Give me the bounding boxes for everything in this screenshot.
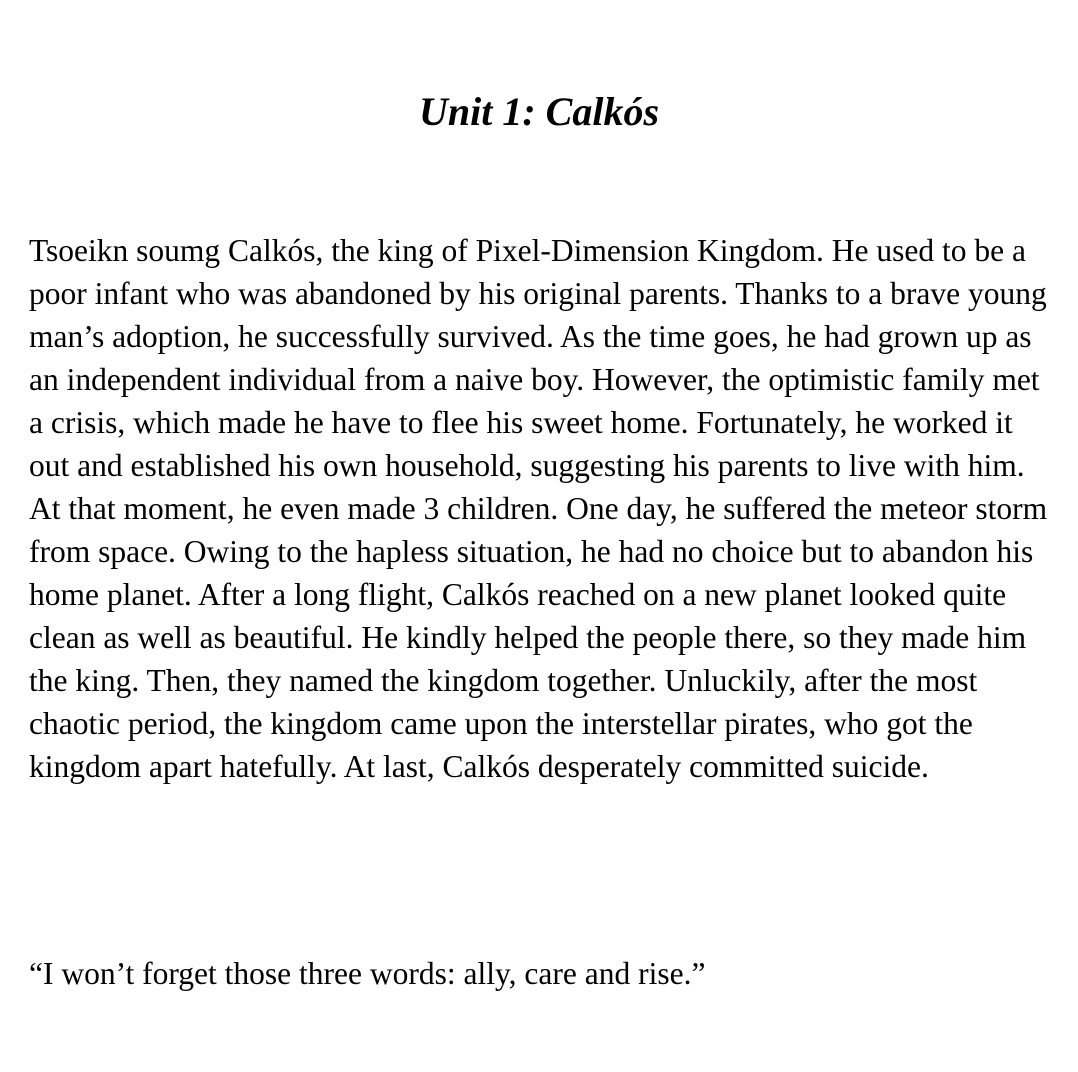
story-paragraph: Tsoeikn soumg Calkós, the king of Pixel-Dimension Kingdom. He used to be a poor infant who was abandoned by his original parents. Thanks to a brave young man’s adoption, he successfully survived. As the time goes, he had grown up as an independent individual from a naive boy. However, the optimistic family met a crisis, which made he have to flee his sweet home. Fortunately, he worked it out and established his own household, suggesting his parents to live with him. At that moment, he even made 3 children. One day, he suffered the meteor storm from space. Owing to the hapless situation, he had no choice but to abandon his home planet. After a long flight, Calkós reached on a new planet looked quite clean as well as beautiful. He kindly helped the people there, so they made him the king. Then, they named the kingdom together. Unluckily, after the most chaotic period, the kingdom came upon the interstellar pirates, who got the kingdom apart hatefully. At last, Calkós desperately committed suicide.: [29, 233, 1048, 784]
closing-quote: “I won’t forget those three words: ally, care and rise.”: [29, 956, 706, 991]
page-title: Unit 1: Calkós: [418, 89, 660, 134]
